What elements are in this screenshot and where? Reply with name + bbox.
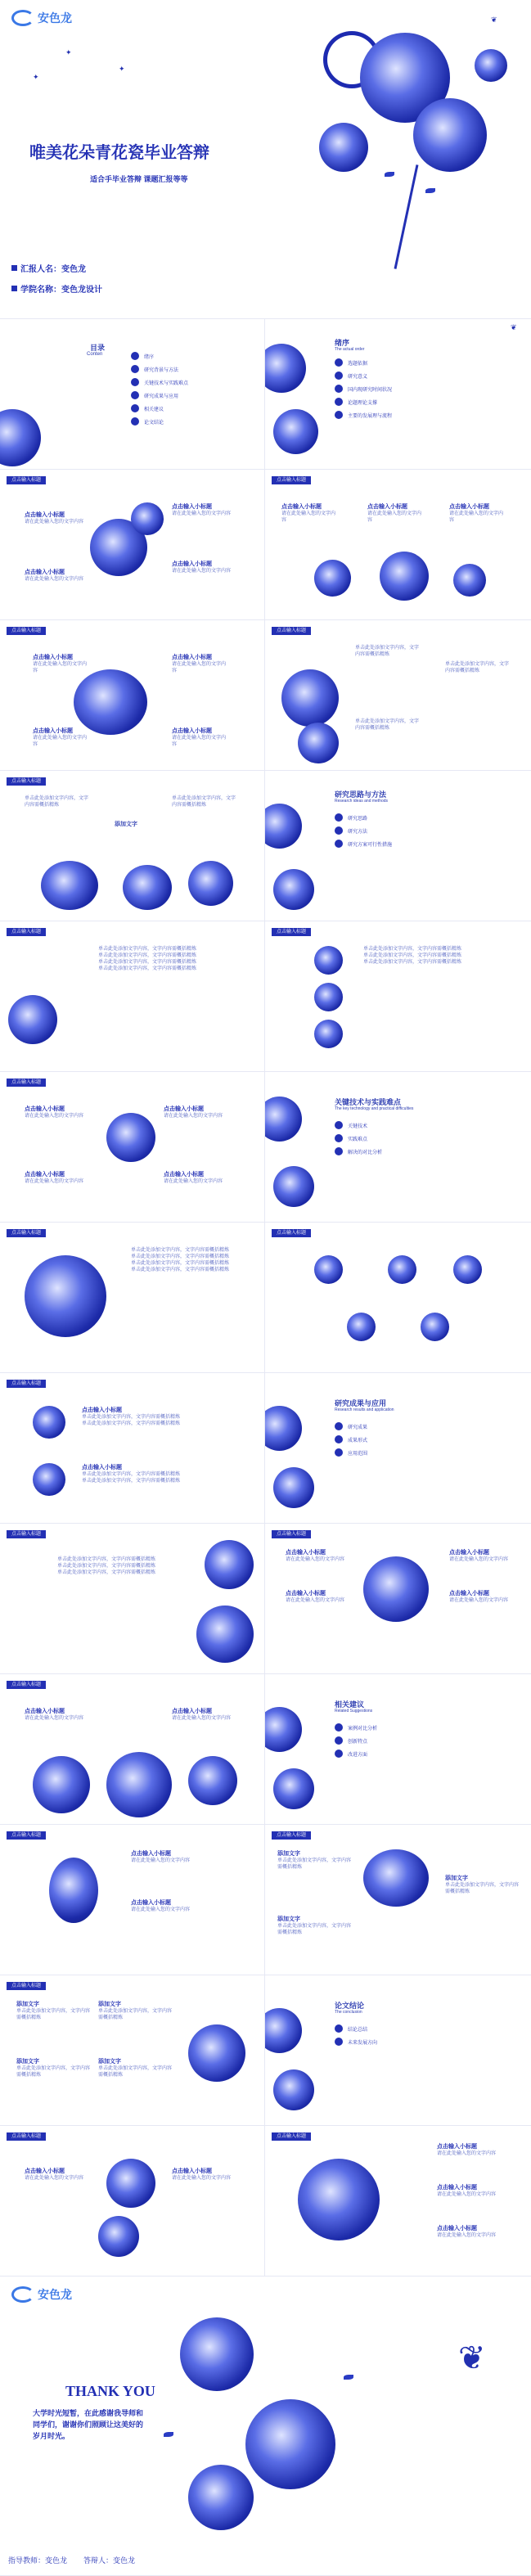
section-item[interactable]: 论题理论支撑: [335, 398, 392, 406]
content-slide: [0, 1975, 265, 2126]
text-block: 点击输入小标题 请在此处输入您的文字内容: [164, 1106, 223, 1119]
content-slide: [265, 620, 531, 771]
text-block: 点击输入小标题 请在此处输入您的文字内容: [33, 655, 88, 673]
section-slide: [265, 1373, 531, 1524]
leaf: [344, 2375, 353, 2380]
section-item[interactable]: 创新特点: [335, 1736, 377, 1745]
bird-icon: ✦: [119, 65, 125, 73]
content-slide: [0, 921, 265, 1072]
peony-flower: [106, 1752, 172, 1817]
content-slide: [265, 470, 531, 620]
number-dot: [335, 1147, 343, 1155]
peony-flower: [273, 1166, 314, 1207]
toc-item[interactable]: 论文结论: [131, 417, 188, 426]
section-item[interactable]: 结论总结: [335, 2024, 377, 2033]
section-list: [335, 1422, 367, 1461]
section-title: 论文结论: [335, 2002, 365, 2010]
text-block: 点击输入小标题 请在此处输入您的文字内容: [25, 512, 84, 525]
section-list: [335, 813, 392, 853]
section-subtitle: The key technology and practical difficulties: [335, 1106, 414, 1111]
text-block: 点击输入小标题 请在此处输入您的文字内容: [164, 1172, 223, 1184]
section-list: [335, 2024, 377, 2051]
slide-row: [0, 2126, 531, 2277]
slide-row: [0, 921, 531, 1072]
peony-flower: [273, 409, 318, 454]
ending-slide: [0, 2277, 531, 2576]
text-block: 点击输入小标题 请在此处输入您的文字内容: [367, 504, 422, 523]
slide-tag: 点击输入标题: [7, 1982, 46, 1990]
section-item[interactable]: 实践难点: [335, 1134, 382, 1142]
text-block: 单击此处添加文字内容，文字内容需概括精炼: [172, 796, 236, 808]
college-label: 学院名称：变色龙设计: [20, 286, 102, 295]
content-slide: [0, 470, 265, 620]
slide-tag: 点击输入标题: [7, 1681, 46, 1689]
content-slide: [0, 620, 265, 771]
number-dot: [335, 1422, 343, 1430]
content-slide: [0, 1223, 265, 1373]
section-slide: [265, 319, 531, 470]
text-block: 点击输入小标题 请在此处输入您的文字内容: [437, 2185, 497, 2197]
number-dot: [335, 1435, 343, 1443]
text-block: 单击此处添加文字内容，文字内容需概括精炼: [25, 796, 89, 808]
number-dot: [131, 365, 139, 373]
peony-flower: [314, 946, 343, 975]
text-block: 单击此处添加文字内容，文字内容需概括精炼: [355, 719, 420, 731]
slide-tag: 点击输入标题: [7, 1079, 46, 1087]
leaf: [385, 172, 394, 177]
rose-flower: [180, 2317, 254, 2391]
section-subtitle: Research results and application: [335, 1407, 394, 1412]
slide-row: [0, 1223, 531, 1373]
peony-flower: [41, 861, 98, 910]
peony-flower: [49, 1858, 98, 1923]
section-subtitle: The actual order: [335, 347, 365, 352]
peony-flower: [314, 560, 351, 597]
section-slide: [265, 1674, 531, 1825]
brand-logo: [11, 10, 72, 26]
toc-title: 目录: [90, 344, 106, 352]
brand-logo: [11, 2286, 72, 2303]
peony-flower: [347, 1313, 376, 1341]
text-block: 点击输入小标题 单击此处添加文字内容，文字内容需概括精炼 单击此处添加文字内容，文字内容需概括精炼: [82, 1465, 181, 1484]
section-title: 绪序: [335, 339, 350, 347]
rose-flower: [245, 2399, 335, 2489]
text-block: 点击输入小标题 请在此处输入您的文字内容: [33, 728, 88, 747]
peony-flower: [265, 804, 302, 849]
number-dot: [335, 411, 343, 419]
square-bullet: [11, 286, 17, 291]
peony-flower: [319, 123, 368, 172]
section-title: 相关建议: [335, 1700, 365, 1709]
text-block: 单击此处添加文字内容，文字内容需概括精炼 单击此处添加文字内容，文字内容需概括精炼 单击此处添加文字内容，文字内容需概括精炼 单击此处添加文字内容，文字内容需概括精炼: [131, 1248, 230, 1272]
peony-flower: [74, 669, 147, 735]
section-list: [335, 1121, 382, 1160]
text-block: 添加文字 单击此处添加文字内容，文字内容需概括精炼: [16, 2002, 91, 2020]
number-dot: [131, 352, 139, 360]
number-dot: [335, 2038, 343, 2046]
text-block: 添加文字 单击此处添加文字内容，文字内容需概括精炼: [16, 2059, 91, 2078]
text-block: 点击输入小标题 请在此处输入您的文字内容: [131, 1851, 191, 1863]
toc-item[interactable]: 相关建议: [131, 404, 188, 412]
cover-title: 唯美花朵青花瓷毕业答辩: [29, 144, 209, 162]
peony-flower: [33, 1463, 65, 1496]
number-dot: [335, 840, 343, 848]
peony-flower: [98, 2216, 139, 2257]
number-dot: [131, 378, 139, 386]
peony-flower: [363, 1556, 429, 1622]
content-slide: [0, 1373, 265, 1524]
butterfly-icon: ❦: [458, 2340, 486, 2376]
text-block: 点击输入小标题 请在此处输入您的文字内容: [25, 2168, 84, 2181]
peony-flower: [273, 2069, 314, 2110]
peony-flower: [265, 1707, 302, 1752]
peony-flower: [106, 2159, 155, 2208]
peony-flower: [0, 409, 41, 466]
peony-flower: [8, 995, 57, 1044]
text-block: 单击此处添加文字内容，文字内容需概括精炼 单击此处添加文字内容，文字内容需概括精炼 单击此处添加文字内容，文字内容需概括精炼: [57, 1557, 156, 1575]
slide-row: [0, 1825, 531, 1975]
number-dot: [335, 385, 343, 393]
number-dot: [335, 826, 343, 835]
slide-row: [0, 1524, 531, 1674]
slide-tag: 点击输入标题: [272, 476, 311, 484]
peony-flower: [273, 869, 314, 910]
text-block: 点击输入小标题 请在此处输入您的文字内容: [437, 2144, 497, 2156]
section-item[interactable]: 解决的对比分析: [335, 1147, 382, 1155]
peony-flower: [33, 1756, 90, 1813]
peony-flower: [131, 502, 164, 535]
text-block: 点击输入小标题 请在此处输入您的文字内容: [437, 2226, 497, 2238]
section-title: 研究成果与应用: [335, 1399, 387, 1407]
section-item[interactable]: 研究方法: [335, 826, 392, 835]
content-slide: [0, 1072, 265, 1223]
peony-flower: [453, 564, 486, 597]
text-block: 点击输入小标题 请在此处输入您的文字内容: [172, 728, 227, 747]
text-block: 点击输入小标题 请在此处输入您的文字内容: [131, 1900, 191, 1912]
text-block: 点击输入小标题 请在此处输入您的文字内容: [172, 504, 232, 516]
text-block: 单击此处添加文字内容，文字内容需概括精炼 单击此处添加文字内容，文字内容需概括精炼 单击此处添加文字内容，文字内容需概括精炼 单击此处添加文字内容，文字内容需概括精炼: [98, 947, 197, 971]
peony-flower: [388, 1255, 416, 1284]
peony-flower: [413, 98, 487, 172]
slide-tag: 点击输入标题: [272, 1831, 311, 1840]
number-dot: [335, 358, 343, 367]
slide-row: [0, 1674, 531, 1825]
peony-flower: [188, 2024, 245, 2082]
text-block: 添加文字 单击此处添加文字内容，文字内容需概括精炼: [445, 1876, 520, 1894]
section-list: [335, 1723, 377, 1763]
text-block: 点击输入小标题 请在此处输入您的文字内容: [449, 504, 504, 523]
text-block: 单击此处添加文字内容，文字内容需概括精炼: [355, 646, 420, 657]
reporter-label: 汇报人名：变色龙: [20, 265, 86, 274]
peony-flower: [380, 552, 429, 601]
cover-slide: [0, 0, 531, 319]
slide-row: [0, 771, 531, 921]
number-dot: [335, 1723, 343, 1732]
ending-message: 大学时光短暂，在此感谢我导师和同学们，谢谢你们照顾让这美好的岁月时光。: [33, 2409, 144, 2440]
peony-flower: [314, 983, 343, 1011]
slide-row: [0, 620, 531, 771]
cover-subtitle: 适合手毕业答辩 课题汇报等等: [90, 175, 188, 183]
number-dot: [335, 1750, 343, 1758]
peony-flower: [273, 1467, 314, 1508]
toc-item[interactable]: 研究成果与应用: [131, 391, 188, 399]
thanks-text: THANK YOU: [65, 2383, 155, 2399]
ending-footer: [8, 2555, 135, 2565]
bird-icon: ✦: [65, 48, 72, 56]
text-block: 点击输入小标题 请在此处输入您的文字内容: [25, 1172, 84, 1184]
logo-text: 安色龙: [38, 11, 72, 25]
content-slide: [265, 1223, 531, 1373]
slide-tag: 点击输入标题: [7, 777, 46, 786]
slide-row: [0, 1072, 531, 1223]
text-block: 点击输入小标题 请在此处输入您的文字内容: [172, 1709, 232, 1721]
peony-flower: [123, 865, 172, 910]
peony-flower: [281, 669, 339, 727]
bud-flower: [475, 49, 507, 82]
toc-slide: [0, 319, 265, 470]
content-slide: [265, 1524, 531, 1674]
number-dot: [335, 372, 343, 380]
section-item[interactable]: 改进方面: [335, 1750, 377, 1758]
section-slide: [265, 1975, 531, 2126]
number-dot: [131, 417, 139, 426]
slide-row: [0, 319, 531, 470]
reporter-row: [11, 262, 86, 274]
section-item[interactable]: 主要的发展理与流程: [335, 411, 392, 419]
number-dot: [335, 398, 343, 406]
leaf: [425, 188, 435, 193]
toc-item[interactable]: 关键技术与实践难点: [131, 378, 188, 386]
section-title: 关键技术与实践难点: [335, 1098, 402, 1106]
text-block: 点击输入小标题 请在此处输入您的文字内容: [172, 655, 227, 673]
peony-flower: [205, 1540, 254, 1589]
slide-tag: 点击输入标题: [272, 1229, 311, 1237]
content-slide: [0, 1524, 265, 1674]
content-slide: [0, 2126, 265, 2277]
toc-list: [131, 352, 188, 430]
slide-tag: 点击输入标题: [272, 1530, 311, 1538]
branch: [394, 164, 419, 269]
text-block: 点击输入小标题 请在此处输入您的文字内容: [25, 1106, 84, 1119]
content-slide: [0, 1674, 265, 1825]
rose-flower: [188, 2465, 254, 2530]
content-slide: [265, 2126, 531, 2277]
number-dot: [335, 2024, 343, 2033]
text-block: 点击输入小标题 请在此处输入您的文字内容: [25, 1709, 84, 1721]
peony-flower: [298, 2159, 380, 2240]
slide-tag: 点击输入标题: [7, 1380, 46, 1388]
toc-subtitle: Conten: [87, 352, 103, 357]
peony-flower: [188, 1756, 237, 1805]
peony-flower: [188, 861, 233, 906]
text-block: 单击此处添加文字内容，文字内容需概括精炼 单击此处添加文字内容，文字内容需概括精炼 单击此处添加文字内容，文字内容需概括精炼: [363, 947, 462, 965]
text-block: 点击输入小标题 请在此处输入您的文字内容: [25, 570, 84, 582]
slide-tag: 点击输入标题: [272, 2132, 311, 2141]
text-block: 添加文字 单击此处添加文字内容，文字内容需概括精炼: [277, 1851, 352, 1870]
slide-tag: 点击输入标题: [272, 627, 311, 635]
section-slide: [265, 771, 531, 921]
text-block: 点击输入小标题 请在此处输入您的文字内容: [286, 1591, 345, 1603]
peony-flower: [265, 1097, 302, 1142]
peony-flower: [363, 1849, 429, 1907]
slide-tag: 点击输入标题: [7, 1229, 46, 1237]
peony-flower: [265, 1406, 302, 1451]
text-block: 点击输入小标题 请在此处输入您的文字内容: [172, 2168, 232, 2181]
slide-tag: 点击输入标题: [7, 928, 46, 936]
section-list: [335, 358, 392, 424]
content-slide: [0, 1825, 265, 1975]
slide-tag: 点击输入标题: [7, 1530, 46, 1538]
section-item[interactable]: 国内现研究时间状况: [335, 385, 392, 393]
section-item[interactable]: 研究方案可行性措施: [335, 840, 392, 848]
content-slide: [265, 921, 531, 1072]
text-block: 点击输入小标题 单击此处添加文字内容，文字内容需概括精炼 单击此处添加文字内容，文字内容需概括精炼: [82, 1407, 181, 1426]
toc-item[interactable]: 研究背景与方法: [131, 365, 188, 373]
slide-tag: 点击输入标题: [7, 627, 46, 635]
butterfly-icon: ❦: [491, 16, 497, 24]
slide-tag: 点击输入标题: [7, 476, 46, 484]
text-block: 点击输入小标题 请在此处输入您的文字内容: [449, 1550, 509, 1562]
butterfly-icon: ❦: [511, 323, 517, 331]
section-item[interactable]: 研究意义: [335, 372, 392, 380]
section-subtitle: Research ideas and methods: [335, 799, 389, 804]
section-item[interactable]: 关键技术: [335, 1121, 382, 1129]
peony-flower: [453, 1255, 482, 1284]
slide-tag: 点击输入标题: [7, 1831, 46, 1840]
leaf: [164, 2432, 173, 2437]
peony-flower: [265, 2008, 302, 2053]
peony-flower: [273, 1768, 314, 1809]
section-item[interactable]: 案例对比分析: [335, 1723, 377, 1732]
peony-flower: [298, 723, 339, 763]
section-subtitle: The conclusion: [335, 2010, 362, 2015]
section-item[interactable]: 应用范围: [335, 1448, 367, 1457]
peony-flower: [25, 1255, 106, 1337]
number-dot: [335, 1121, 343, 1129]
peony-flower: [106, 1113, 155, 1162]
content-slide: [265, 1825, 531, 1975]
peony-flower: [33, 1406, 65, 1439]
bird-icon: ✦: [33, 73, 39, 81]
slide-tag: 点击输入标题: [7, 2132, 46, 2141]
section-item[interactable]: 选题依据: [335, 358, 392, 367]
dragon-icon: [11, 2286, 34, 2303]
section-subtitle: Related Suggestions: [335, 1709, 373, 1714]
number-dot: [335, 1134, 343, 1142]
text-block: 单击此处添加文字内容，文字内容需概括精炼: [445, 662, 510, 673]
number-dot: [131, 404, 139, 412]
text-block: 添加文字 单击此处添加文字内容，文字内容需概括精炼: [277, 1916, 352, 1935]
text-block: 添加文字 单击此处添加文字内容，文字内容需概括精炼: [98, 2002, 173, 2020]
number-dot: [335, 1736, 343, 1745]
section-slide: [265, 1072, 531, 1223]
number-dot: [131, 391, 139, 399]
number-dot: [335, 813, 343, 822]
square-bullet: [11, 265, 17, 271]
slide-tag: 点击输入标题: [272, 928, 311, 936]
section-title: 研究思路与方法: [335, 790, 387, 799]
number-dot: [335, 1448, 343, 1457]
text-block: 点击输入小标题 请在此处输入您的文字内容: [172, 561, 232, 574]
text-block: 点击输入小标题 请在此处输入您的文字内容: [281, 504, 336, 523]
peony-flower: [314, 1020, 343, 1048]
slide-row: [0, 470, 531, 620]
slide-row: [0, 1975, 531, 2126]
peony-flower: [196, 1605, 254, 1663]
logo-text: 安色龙: [38, 2288, 72, 2301]
section-item[interactable]: 未来发展方向: [335, 2038, 377, 2046]
college-row: [11, 282, 102, 295]
section-item[interactable]: 成果形式: [335, 1435, 367, 1443]
peony-flower: [421, 1313, 449, 1341]
section-item[interactable]: 研究思路: [335, 813, 392, 822]
slide-row: [0, 1373, 531, 1524]
center-label: 添加文字: [115, 822, 137, 827]
text-block: 添加文字 单击此处添加文字内容，文字内容需概括精炼: [98, 2059, 173, 2078]
toc-item[interactable]: 绪序: [131, 352, 188, 360]
advisor-label: 指导教师：变色龙: [8, 2556, 68, 2565]
dragon-icon: [11, 10, 34, 26]
section-item[interactable]: 研究成果: [335, 1422, 367, 1430]
presenter-label: 答辩人：变色龙: [83, 2556, 136, 2565]
content-slide: [0, 771, 265, 921]
peony-flower: [314, 1255, 343, 1284]
text-block: 点击输入小标题 请在此处输入您的文字内容: [449, 1591, 509, 1603]
text-block: 点击输入小标题 请在此处输入您的文字内容: [286, 1550, 345, 1562]
peony-flower: [265, 344, 306, 393]
